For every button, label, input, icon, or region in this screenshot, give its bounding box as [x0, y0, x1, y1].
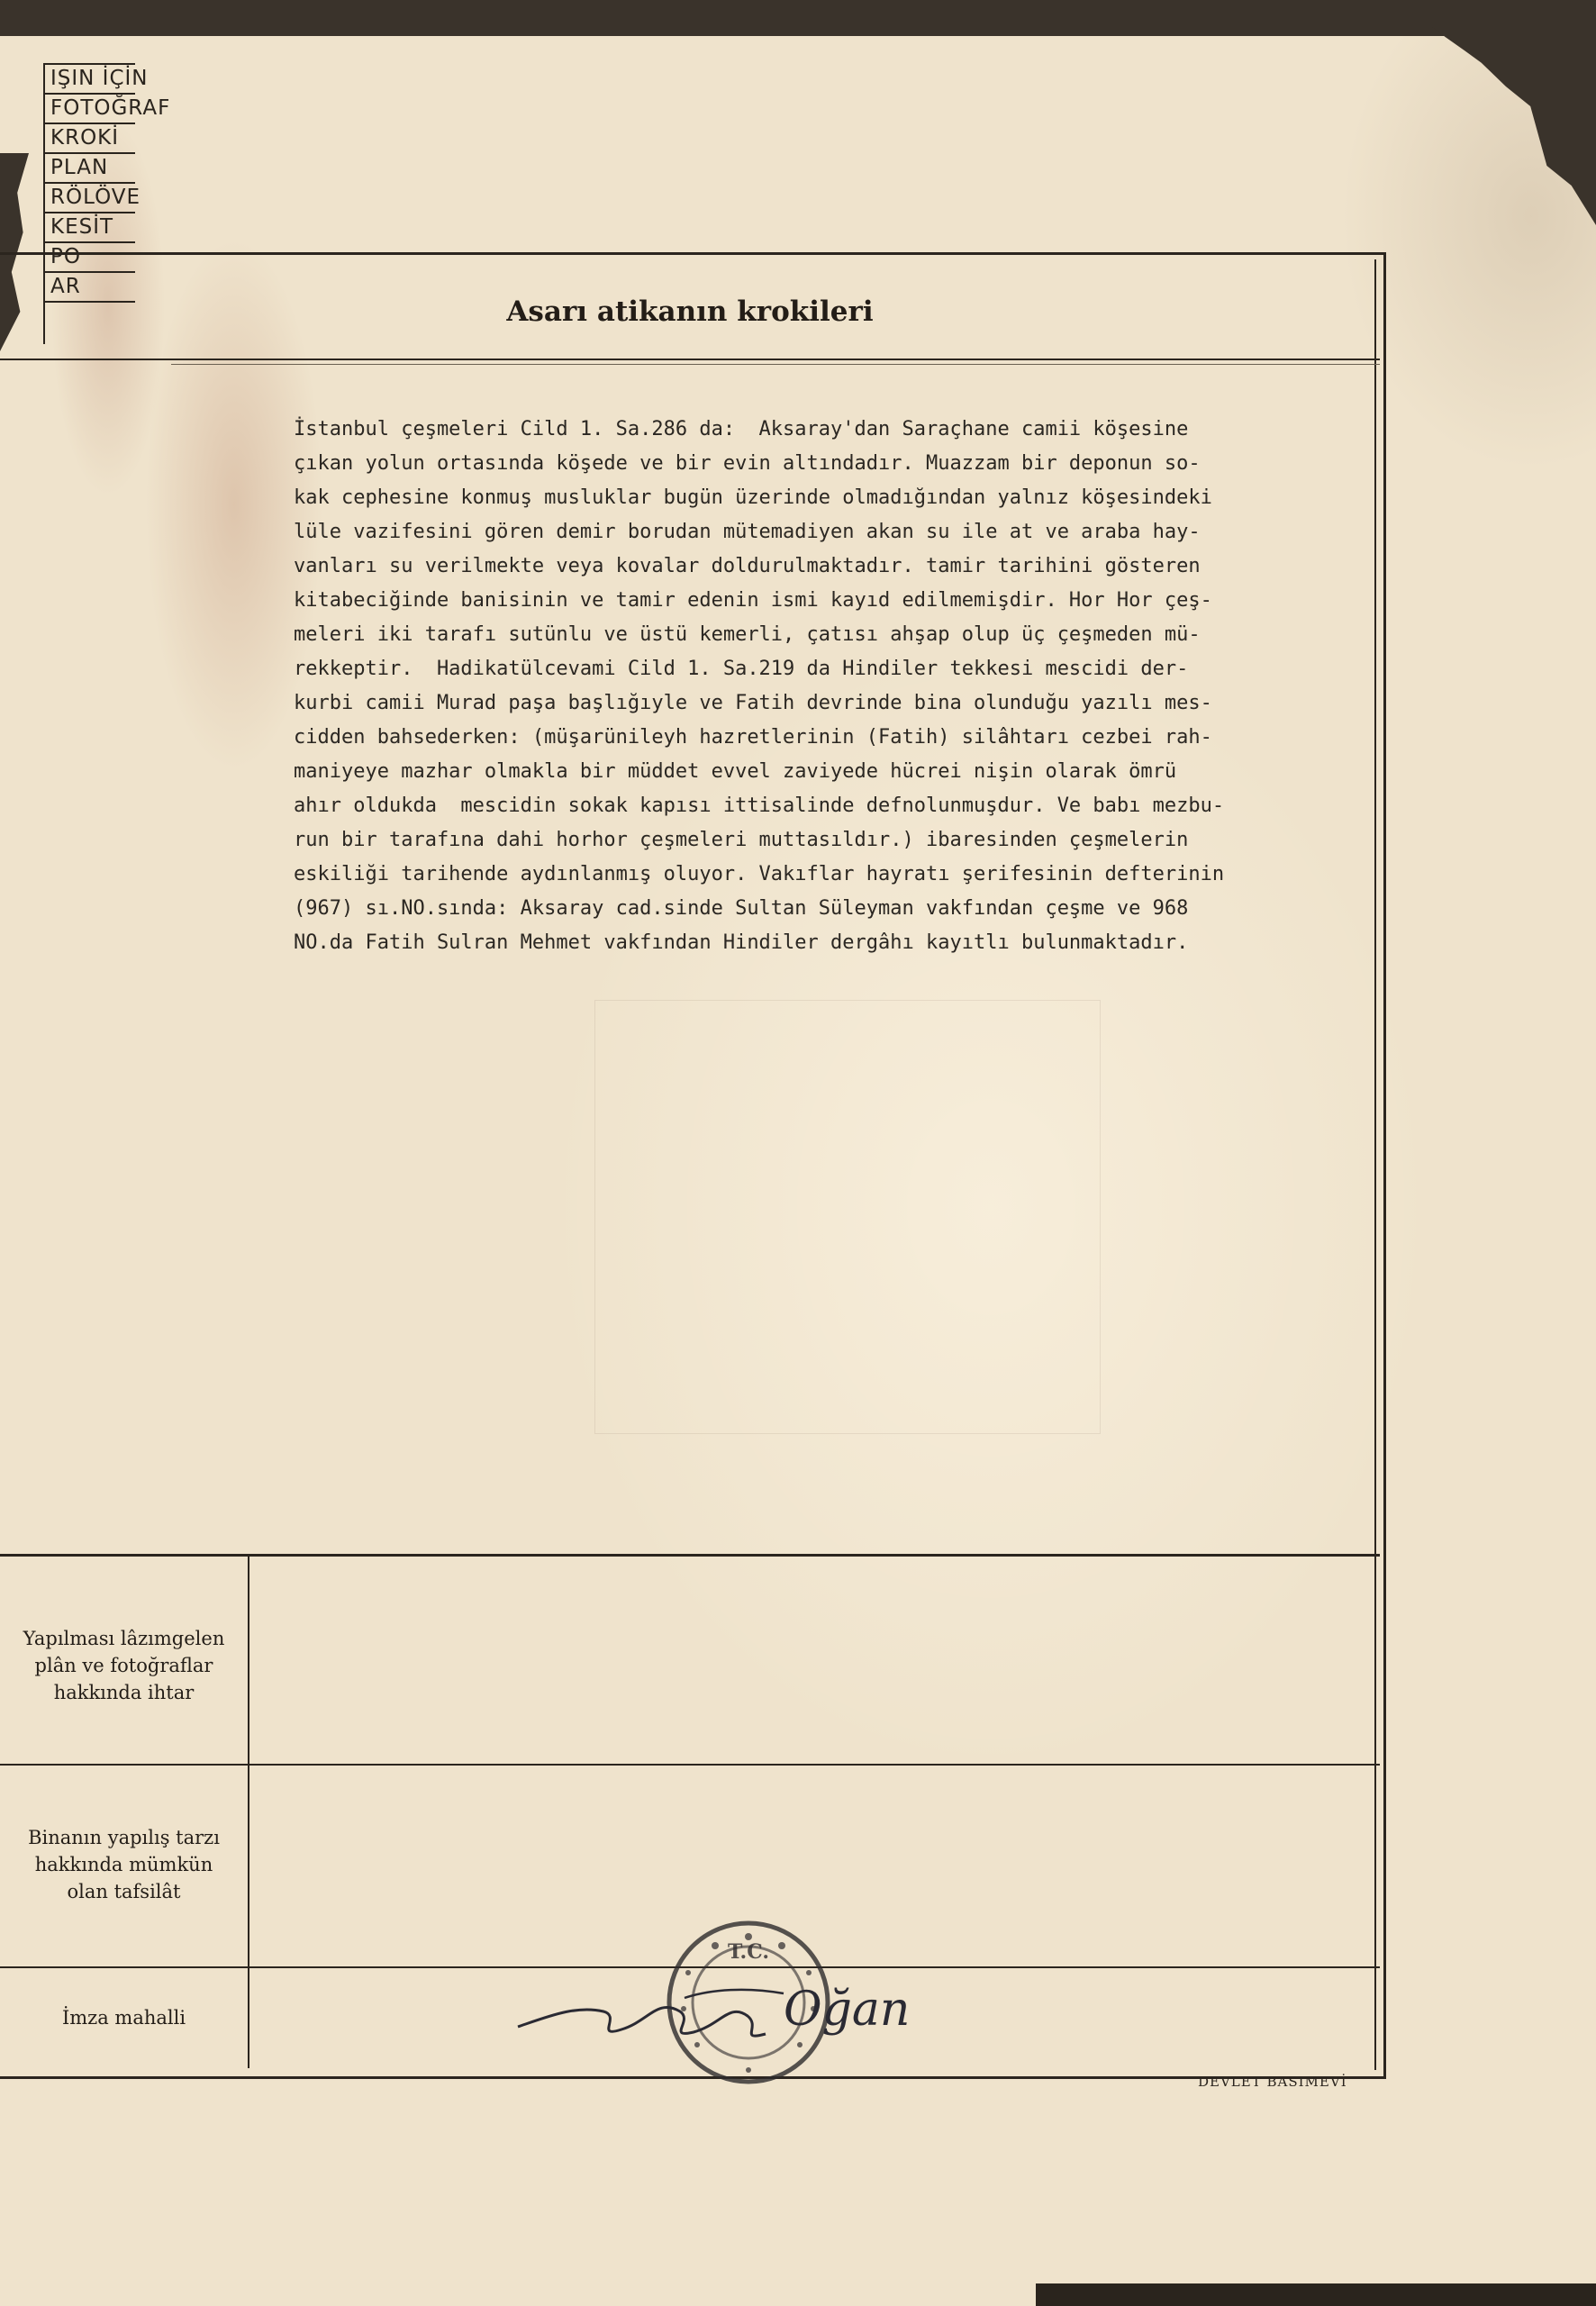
text-line: maniyeye mazhar olmakla bir müddet evvel zaviyede hücrei nişin olarak ömrü — [294, 760, 1177, 783]
side-tab-item: IŞIN İÇİN — [45, 65, 135, 95]
label-line: hakkında ihtar — [53, 1682, 195, 1703]
signature-name: Oğan — [784, 1983, 911, 2037]
side-tab-item: KESİT — [45, 213, 135, 243]
text-line: cidden bahsederken: (müşarünileyh hazretlerinin (Fatih) silâhtarı cezbei rah- — [294, 726, 1212, 749]
side-tab-item: PLAN — [45, 154, 135, 184]
side-tab-item: RÖLÖVE — [45, 184, 135, 213]
text-line: rekkeptir. Hadikatülcevami Cild 1. Sa.219 da Hindiler tekkesi mescidi der- — [294, 658, 1189, 680]
text-line: kitabeciğinde banisinin ve tamir edenin ismi kayıd edilmemişdir. Hor Hor çeş- — [294, 589, 1212, 612]
printer-imprint: DEVLET BASIMEVİ — [1198, 2074, 1347, 2090]
text-line: run bir tarafına dahi horhor çeşmeleri muttasıldır.) ibaresinden çeşmelerin — [294, 829, 1189, 851]
text-line: çıkan yolun ortasında köşede ve bir evin altındadır. Muazzam bir deponun so- — [294, 452, 1201, 475]
text-line: lüle vazifesini gören demir borudan mütemadiyen akan su ile at ve araba hay- — [294, 521, 1201, 543]
text-line: kak cephesine konmuş musluklar bugün üzerinde olmadığından yalnız köşesindeki — [294, 486, 1212, 509]
background-strip — [1036, 2283, 1596, 2306]
label-line: Binanın yapılış tarzı — [28, 1827, 220, 1848]
title-divider-thin — [171, 364, 1380, 365]
label-line: olan tafsilât — [67, 1881, 181, 1902]
text-line: ahır oldukda mescidin sokak kapısı ittisalinde defnolunmuşdur. Ve babı mezbu- — [294, 794, 1225, 817]
stamp-text: T.C. — [728, 1940, 769, 1964]
text-line: (967) sı.NO.sında: Aksaray cad.sinde Sultan Süleyman vakfından çeşme ve 968 — [294, 897, 1189, 920]
label-line: Yapılması lâzımgelen — [23, 1628, 225, 1649]
title-divider — [0, 359, 1380, 360]
label-line: İmza mahalli — [61, 2007, 186, 2029]
text-line: NO.da Fatih Sulran Mehmet vakfından Hindiler dergâhı kayıtlı bulunmaktadır. — [294, 931, 1189, 954]
label-line: hakkında mümkün — [34, 1854, 213, 1875]
side-tab-item: AR — [45, 273, 135, 303]
text-line: İstanbul çeşmeleri Cild 1. Sa.286 da: Aksaray'dan Saraçhane camii köşesine — [294, 418, 1189, 440]
label-line: plân ve fotoğraflar — [34, 1655, 213, 1676]
typed-text-block — [294, 413, 1401, 960]
text-line: vanları su verilmekte veya kovalar doldurulmaktadır. tamir tarihini gösteren — [294, 555, 1201, 577]
text-line: kurbi camii Murad paşa başlığıyle ve Fatih devrinde bina olunduğu yazılı mes- — [294, 692, 1212, 714]
form-title: Asarı atikanın krokileri — [506, 295, 874, 328]
text-line: meleri iki tarafı sutünlu ve üstü kemerli, çatısı ahşap olup üç çeşmeden mü- — [294, 623, 1201, 646]
text-line: eskiliği tarihende aydınlanmış oluyor. Vakıflar hayratı şerifesinin defterinin — [294, 863, 1225, 885]
side-tab-item: KROKİ — [45, 124, 135, 154]
construction-details-label — [0, 1824, 248, 1905]
plan-notice-label — [0, 1625, 248, 1706]
faded-sketch-area — [594, 1000, 1101, 1434]
side-tab-item: PO — [45, 243, 135, 273]
handwritten-signature — [513, 1962, 982, 2052]
signature-place-label — [0, 2004, 248, 2031]
side-tab-item: FOTOĞRAF — [45, 95, 135, 124]
row-divider — [0, 1764, 1380, 1766]
